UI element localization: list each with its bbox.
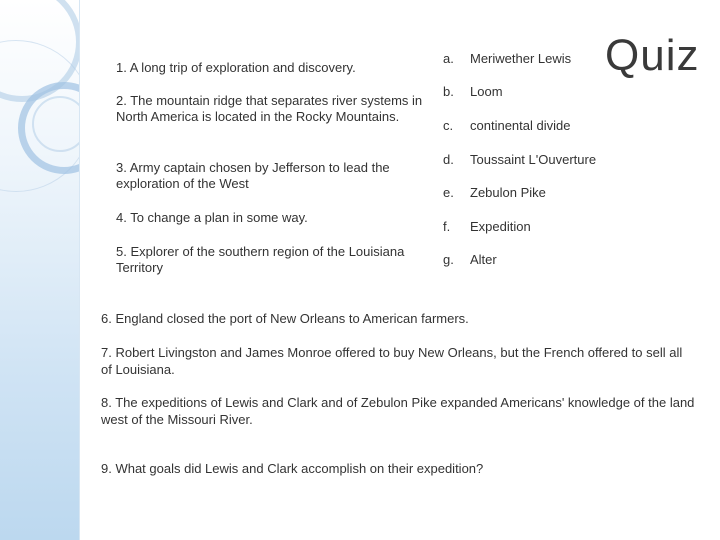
answer-text: Expedition	[470, 219, 531, 234]
answer-text: Zebulon Pike	[470, 185, 546, 200]
answer-text: Meriwether Lewis	[470, 51, 572, 66]
question-1: 1. A long trip of exploration and discovery.	[116, 60, 356, 75]
slide-title: Quiz	[605, 31, 700, 80]
answer-choice	[443, 152, 596, 168]
answer-letter: e.	[443, 185, 454, 200]
answer-letter: a.	[443, 51, 454, 66]
answer-text: Alter	[470, 252, 497, 267]
sidebar-divider	[79, 0, 80, 540]
answer-letter: g.	[443, 252, 454, 267]
answer-text: continental divide	[470, 118, 571, 133]
question-6: 6. England closed the port of New Orleans to American farmers.	[101, 311, 469, 326]
answer-letter: b.	[443, 84, 454, 99]
decorative-ring	[32, 96, 79, 152]
answer-choice	[443, 84, 503, 100]
question-7: 7. Robert Livingston and James Monroe offered to buy New Orleans, but the French offered to sell all of Louisiana.	[101, 345, 683, 377]
answer-text: Loom	[470, 84, 503, 99]
question-2: 2. The mountain ridge that separates river systems in North America is located in the Rocky Mountains.	[116, 93, 423, 124]
question-5: 5. Explorer of the southern region of the Louisiana Territory	[116, 244, 405, 275]
question-8: 8. The expeditions of Lewis and Clark and of Zebulon Pike expanded Americans' knowledge of the land west of the Missouri River.	[101, 395, 695, 427]
decorative-sidebar	[0, 0, 79, 540]
answer-choice	[443, 118, 570, 134]
answer-letter: d.	[443, 152, 454, 167]
answer-text: Toussaint L'Ouverture	[470, 152, 597, 167]
answer-choice	[443, 51, 571, 67]
answer-letter: f.	[443, 219, 451, 234]
answer-letter: c.	[443, 118, 454, 133]
question-9: 9. What goals did Lewis and Clark accomplish on their expedition?	[101, 461, 484, 476]
question-3: 3. Army captain chosen by Jefferson to lead the exploration of the West	[116, 160, 390, 191]
answer-choice	[443, 219, 531, 235]
answer-choice	[443, 252, 497, 268]
question-4: 4. To change a plan in some way.	[116, 210, 308, 225]
answer-choice	[443, 185, 546, 201]
